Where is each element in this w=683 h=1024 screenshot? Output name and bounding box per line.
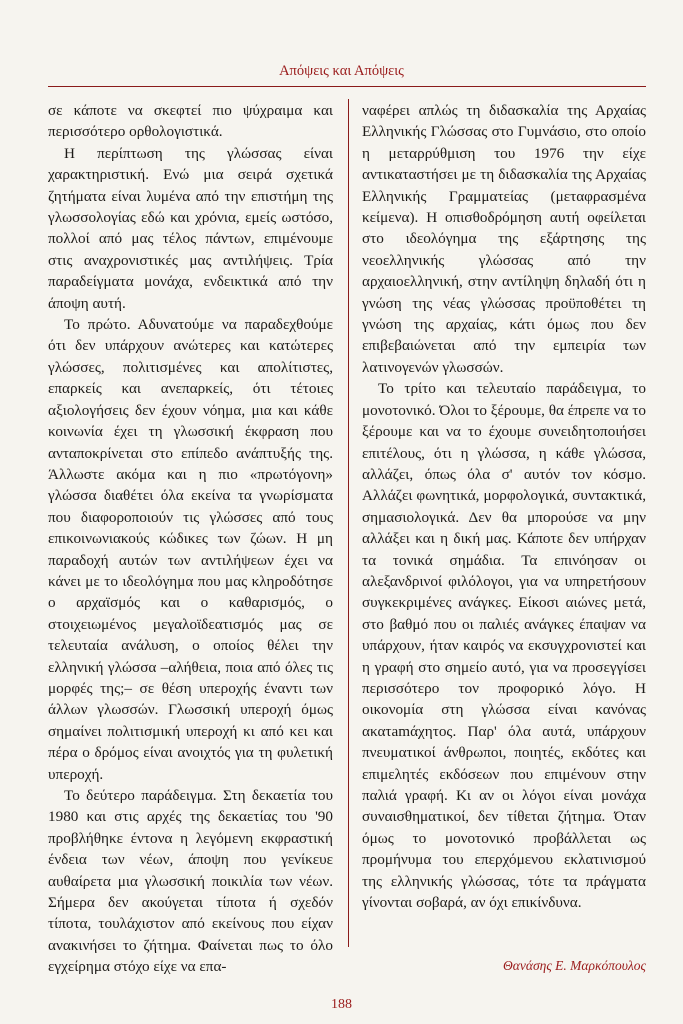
paragraph: Το δεύτερο παράδειγμα. Στη δεκαετία του 1980 και στις αρχές της δεκαετίας του '90 προβλήθηκε έντονα η λεγόμενη εκφραστική ένδεια των νέων, άποψη που γενίκευε αυθαίρετα μια γλωσσική ποικιλία των νέων. Σήμερα δεν ακούγεται τίποτα ή σχεδόν τίποτα, τουλάχιστον από εκείνους που είχαν ανακινήσει το ζήτημα. Φαίνεται πως το όλο εγχείρημα στόχο είχε να επα- <box>48 787 333 976</box>
paragraph: ναφέρει απλώς τη διδασκαλία της Αρχαίας Ελληνικής Γλώσσας στο Γυμνάσιο, στο οποίο η μεταρρύθμιση του 1976 την είχε αντικαταστήσει με τη διδασκαλία της Αρχαίας Ελληνικής Γραμματείας (μεταφρασμένα κείμενα). Η οπισθοδρόμηση αυτή οφείλεται στο ιδεολόγημα της εξάρτησης της νεοελληνικής γλώσσας από την αρχαιοελληνική, στην αντίληψη δηλαδή ότι η γνώση της νέας γλώσσας προϋποθέτει τη γνώση της αρχαίας, κάτι όμως που δεν επιβεβαιώνεται από την εμπειρία των λατινογενών γλωσσών. <box>362 102 646 376</box>
running-header: Απόψεις και Απόψεις <box>279 63 404 79</box>
author-signature: Θανάσης Ε. Μαρκόπουλος <box>503 958 646 973</box>
paragraph: Το τρίτο και τελευταίο παράδειγμα, το μονοτονικό. Όλοι το ξέρουμε, θα έπρεπε να το ξέρουμε και να το έχουμε συνειδητοποιήσει επιτέλους, ότι η γλώσσα, η κάθε γλώσσα, αλλάζει, όπως όλα σ' αυτόν τον κόσμο. Αλλάζει φωνητικά, μορφολογικά, συντακτικά, σημασιολογικά. Δεν θα μπορούσε να μην αλλάξει και η δική μας. Κάποτε δεν υπήρχαν τα τονικά σημάδια. Τα επινόησαν οι αλεξανδρινοί φιλόλογοι, για να υπηρετήσουν συγκεκριμένες ανάγκες. Είκοσι αιώνες μετά, στο βαθμό που οι παλιές ανάγκες έπαψαν να υπάρχουν, ήταν καιρός να εκσυγχρονιστεί και η γραφή στο σημείο αυτό, για να προσεγγίσει περισσότερο τον προφορικό λόγο. Η οικονομία στη γλώσσα είναι κανόνας ακατamάχητος. Παρ' όλα αυτά, υπάρχουν πνευματικοί άνθρωποι, ποιητές, εκδότες και επιμελητές εκδόσεων που επιμένουν στην παλιά γραφή. Κι αν οι λόγοι είναι μονάχα συναισθηματικοί, δεν τίθεται ζήτημα. Όταν όμως το μονοτονικό προβάλλεται ως προμήνυμα του επερχόμενου εκλατινισμού της ελληνικής γλώσσας, τότε τα πράγματα γίνονται σοβαρά, αν όχι επικίνδυνα. <box>362 380 646 912</box>
left-column <box>48 100 333 978</box>
paragraph: σε κάποτε να σκεφτεί πιο ψύχραιμα και περισσότερο ορθολογιστικά. <box>48 102 333 141</box>
page-number: 188 <box>331 997 352 1012</box>
paragraph: Η περίπτωση της γλώσσας είναι χαρακτηριστική. Ενώ μια σειρά σχετικά ζητήματα είναι λυμένα από την επιστήμη της γλωσσολογίας εδώ και χρόνια, εμείς ωστόσο, πολλοί από μας τέλος πάντων, επιμένουμε στις αναχρονιστικές μας αντιλήψεις. Τρία παραδείγματα μονάχα, ενδεικτικά από την άποψη αυτή. <box>48 144 333 312</box>
header-rule <box>48 86 646 87</box>
paragraph: Το πρώτο. Αδυνατούμε να παραδεχθούμε ότι δεν υπάρχουν ανώτερες και κατώτερες γλώσσες, πολιτισμένες και απολίτιστες, επαρκείς και ανεπαρκείς, ότι τέτοιες αξιολογήσεις δεν έχουν νόημα, μια και κάθε κοινωνία έχει τη γλωσσική έκφραση που ανταποκρίνεται στο επίπεδο ανάπτυξής της. Άλλωστε ακόμα και η πιο «πρωτόγονη» γλώσσα διαθέτει όλα εκείνα τα γνωρίσματα που διαφοροποιούν τις γλώσσες από τους επικοινωνιακούς κώδικες των ζώων. Η μη παραδοχή αυτών των αντιλήψεων έχει να κάνει με το ιδεολόγημα που μας κληροδότησε ο αρχαϊσμός και ο καθαρισμός, ο στοιχειωμένος μεγαλοϊδεατισμός μας σε τελευταία ανάλυση, ο οποίος θέλει την ελληνική γλώσσα –αλήθεια, ποια από όλες τις μορφές της;– σε θέση υπεροχής έναντι των άλλων γλωσσών. Γλωσσική υπεροχή όμως σημαίνει πολιτισμική υπεροχή κι από κει και πέρα ο δρόμος είναι ανοιχτός για τη φυλετική υπεροχή. <box>48 316 333 783</box>
column-divider <box>348 99 349 947</box>
right-column <box>362 100 646 913</box>
